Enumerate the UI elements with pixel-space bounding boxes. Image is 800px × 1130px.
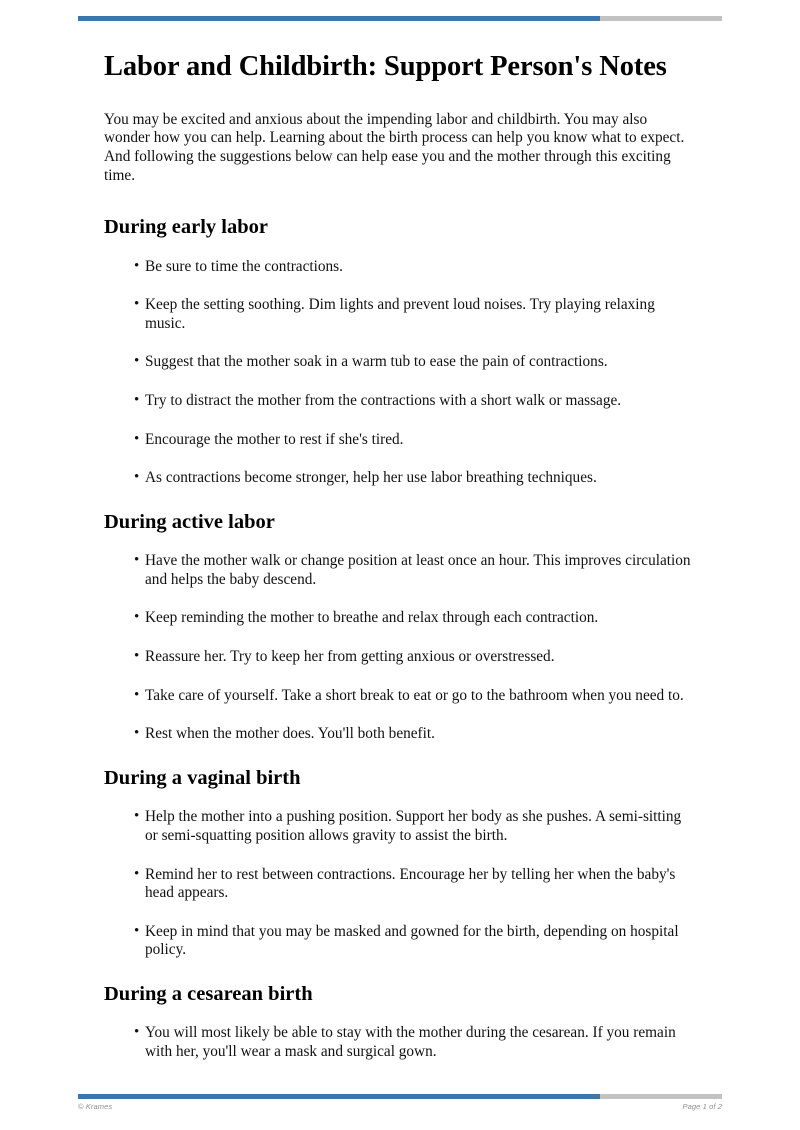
list-item: • Encourage the mother to rest if she's tired. [104, 431, 696, 450]
page-footer [78, 1102, 722, 1111]
section-heading: During a cesarean birth [104, 982, 313, 1005]
list-item: • Keep the setting soothing. Dim lights and prevent loud noises. Try playing relaxing music. [104, 296, 696, 333]
list-item: • Rest when the mother does. You'll both benefit. [104, 725, 696, 744]
bullet-list [104, 552, 696, 743]
section-during-cesarean-birth [104, 982, 696, 1062]
list-item: • Take care of yourself. Take a short break to eat or go to the bathroom when you need to. [104, 687, 696, 706]
header-rule [78, 16, 722, 21]
list-item: • Help the mother into a pushing position. Support her body as she pushes. A semi-sitting or semi-squatting position allows gravity to assist the birth. [104, 808, 696, 845]
section-heading: During a vaginal birth [104, 766, 301, 789]
list-item: • You will most likely be able to stay with the mother during the cesarean. If you remain with her, you'll wear a mask and surgical gown. [104, 1024, 696, 1061]
list-item: • Remind her to rest between contractions. Encourage her by telling her when the baby's head appears. [104, 866, 696, 903]
list-item: • Try to distract the mother from the contractions with a short walk or massage. [104, 392, 696, 411]
footer-copyright: © Krames [78, 1102, 113, 1111]
section-during-active-labor [104, 510, 696, 744]
footer-page-number: Page 1 of 2 [682, 1102, 722, 1111]
list-item: • Suggest that the mother soak in a warm tub to ease the pain of contractions. [104, 353, 696, 372]
page-title: Labor and Childbirth: Support Person's Notes [104, 51, 667, 82]
intro-paragraph: You may be excited and anxious about the impending labor and childbirth. You may also wonder how you can help. Learning about the birth process can help you know what to expect. And following the suggestions below can help ease you and the mother through this exciting time. [104, 110, 685, 184]
list-item: • Have the mother walk or change position at least once an hour. This improves circulation and helps the baby descend. [104, 552, 696, 589]
header-rule-blue-segment [78, 16, 600, 21]
bullet-list [104, 258, 696, 488]
list-item: • Reassure her. Try to keep her from getting anxious or overstressed. [104, 648, 696, 667]
document-body [104, 50, 696, 1062]
list-item: • As contractions become stronger, help her use labor breathing techniques. [104, 469, 696, 488]
list-item: • Keep reminding the mother to breathe and relax through each contraction. [104, 609, 696, 628]
bullet-list [104, 808, 696, 959]
list-item: • Be sure to time the contractions. [104, 258, 696, 277]
section-during-early-labor [104, 215, 696, 488]
section-heading: During active labor [104, 510, 275, 533]
section-heading: During early labor [104, 216, 268, 239]
footer-rule [78, 1094, 722, 1099]
section-during-vaginal-birth [104, 766, 696, 960]
footer-rule-blue-segment [78, 1094, 600, 1099]
list-item: • Keep in mind that you may be masked and gowned for the birth, depending on hospital policy. [104, 923, 696, 960]
bullet-list [104, 1024, 696, 1061]
footer-rule-gray-segment [600, 1094, 722, 1099]
header-rule-gray-segment [600, 16, 722, 21]
